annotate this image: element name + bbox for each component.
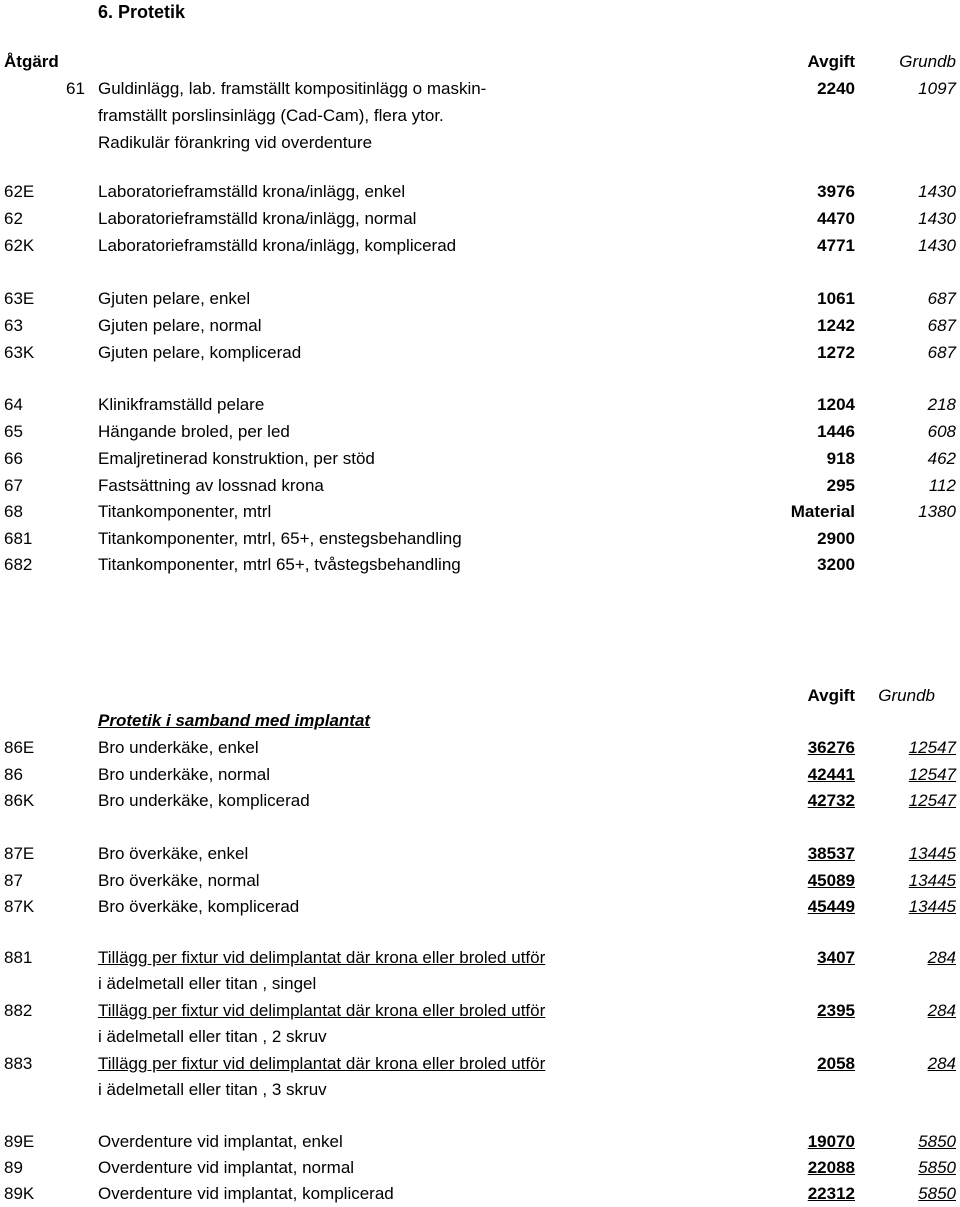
table-row-continuation	[0, 104, 960, 128]
row-description: Bro överkäke, komplicerad	[98, 897, 300, 916]
row-code: 68	[4, 502, 23, 521]
table-row	[0, 314, 960, 338]
row-code: 86K	[4, 791, 35, 810]
row-description: Radikulär förankring vid overdenture	[98, 133, 373, 152]
row-avgift: 3200	[817, 555, 855, 574]
table-row-continuation	[0, 972, 960, 996]
row-grundb: 462	[927, 449, 956, 468]
row-avgift: 3976	[817, 182, 855, 201]
row-description: Gjuten pelare, enkel	[98, 289, 251, 308]
implant-column-header-row	[0, 684, 960, 708]
row-code: 87E	[4, 844, 35, 863]
row-description: Titankomponenter, mtrl 65+, tvåstegsbehandling	[98, 555, 461, 574]
row-grundb: 1380	[918, 502, 956, 521]
header-avgift: Avgift	[807, 52, 855, 71]
implant-title-row	[0, 709, 960, 733]
row-avgift: 38537	[807, 844, 855, 863]
row-avgift: 1242	[817, 316, 855, 335]
row-avgift: 22312	[807, 1184, 855, 1203]
row-avgift: 19070	[807, 1132, 855, 1151]
section-title: 6. Protetik	[98, 2, 186, 22]
row-grundb: 1430	[918, 236, 956, 255]
table-row	[0, 447, 960, 471]
row-grundb: 13445	[908, 897, 956, 916]
row-description: Gjuten pelare, komplicerad	[98, 343, 302, 362]
row-code: 86	[4, 765, 23, 784]
row-code: 65	[4, 422, 23, 441]
table-row	[0, 1052, 960, 1076]
table-row	[0, 946, 960, 970]
row-description: Laboratorieframställd krona/inlägg, normal	[98, 209, 417, 228]
row-description: Hängande broled, per led	[98, 422, 290, 441]
row-description: Tillägg per fixtur vid delimplantat där krona eller broled utför	[98, 948, 546, 967]
table-row	[0, 869, 960, 893]
row-code: 89E	[4, 1132, 35, 1151]
row-code: 87K	[4, 897, 35, 916]
row-avgift: 918	[826, 449, 855, 468]
table-row	[0, 842, 960, 866]
row-code: 67	[4, 476, 23, 495]
row-code: 63	[4, 316, 23, 335]
row-grundb: 284	[927, 948, 956, 967]
implant-section-title: Protetik i samband med implantat	[98, 711, 371, 730]
row-description: Bro överkäke, normal	[98, 871, 260, 890]
table-row-continuation	[0, 131, 960, 155]
table-row	[0, 207, 960, 231]
table-row	[0, 393, 960, 417]
table-row	[0, 474, 960, 498]
row-grundb: 1430	[918, 182, 956, 201]
column-header-row	[0, 50, 960, 74]
table-row	[0, 527, 960, 551]
table-row	[0, 736, 960, 760]
row-avgift: 1272	[817, 343, 855, 362]
row-avgift: 1204	[817, 395, 855, 414]
row-code: 63E	[4, 289, 35, 308]
row-grundb: 12547	[908, 738, 956, 757]
row-code: 882	[4, 1001, 33, 1020]
table-row	[0, 180, 960, 204]
row-grundb: 687	[927, 316, 956, 335]
row-code: 89K	[4, 1184, 35, 1203]
row-description: i ädelmetall eller titan , singel	[98, 974, 317, 993]
table-row	[0, 234, 960, 258]
row-code: 61	[66, 79, 85, 98]
table-row	[0, 500, 960, 524]
row-grundb: 608	[927, 422, 956, 441]
row-grundb: 284	[927, 1054, 956, 1073]
row-avgift: 1061	[817, 289, 855, 308]
row-description: Overdenture vid implantat, komplicerad	[98, 1184, 394, 1203]
row-grundb: 13445	[908, 844, 956, 863]
row-description: Overdenture vid implantat, normal	[98, 1158, 355, 1177]
row-description: Bro underkäke, normal	[98, 765, 270, 784]
row-code: 62K	[4, 236, 35, 255]
row-description: i ädelmetall eller titan , 2 skruv	[98, 1027, 327, 1046]
row-description: Bro överkäke, enkel	[98, 844, 249, 863]
table-row-continuation	[0, 1078, 960, 1102]
header-atgard: Åtgärd	[4, 52, 59, 71]
table-row	[0, 763, 960, 787]
row-avgift: 45089	[807, 871, 855, 890]
row-code: 682	[4, 555, 33, 574]
row-code: 883	[4, 1054, 33, 1073]
row-avgift: 3407	[817, 948, 855, 967]
row-description: Titankomponenter, mtrl, 65+, enstegsbehandling	[98, 529, 462, 548]
table-row	[0, 1182, 960, 1206]
implant-header-avgift: Avgift	[807, 686, 855, 705]
row-description: Gjuten pelare, normal	[98, 316, 262, 335]
table-row	[0, 999, 960, 1023]
table-row	[0, 77, 960, 101]
row-description: Klinikframställd pelare	[98, 395, 265, 414]
row-grundb: 687	[927, 343, 956, 362]
implant-header-grundb: Grundb	[878, 686, 935, 705]
row-grundb: 1097	[918, 79, 956, 98]
header-grundb: Grundb	[899, 52, 956, 71]
row-description: framställt porslinsinlägg (Cad-Cam), flera ytor.	[98, 106, 444, 125]
table-row	[0, 341, 960, 365]
row-grundb: 5850	[918, 1184, 956, 1203]
row-description: Titankomponenter, mtrl	[98, 502, 272, 521]
row-avgift: 2058	[817, 1054, 855, 1073]
row-avgift: 295	[826, 476, 855, 495]
row-grundb: 112	[928, 476, 956, 495]
row-code: 62	[4, 209, 23, 228]
table-row	[0, 553, 960, 577]
row-description: Guldinlägg, lab. framställt kompositinlägg o maskin-	[98, 79, 487, 98]
row-description: Bro underkäke, komplicerad	[98, 791, 310, 810]
row-grundb: 687	[927, 289, 956, 308]
row-description: Bro underkäke, enkel	[98, 738, 259, 757]
row-avgift: 4470	[817, 209, 855, 228]
row-avgift: 1446	[817, 422, 855, 441]
row-code: 881	[4, 948, 33, 967]
row-code: 681	[4, 529, 33, 548]
row-code: 89	[4, 1158, 23, 1177]
row-description: Fastsättning av lossnad krona	[98, 476, 324, 495]
row-code: 86E	[4, 738, 35, 757]
row-code: 62E	[4, 182, 35, 201]
row-grundb: 218	[927, 395, 956, 414]
row-avgift: 2900	[817, 529, 855, 548]
row-avgift: 36276	[807, 738, 855, 757]
row-description: Laboratorieframställd krona/inlägg, komplicerad	[98, 236, 457, 255]
row-grundb: 13445	[908, 871, 956, 890]
row-code: 66	[4, 449, 23, 468]
row-avgift: 42732	[807, 791, 855, 810]
row-avgift: Material	[790, 502, 855, 521]
row-grundb: 5850	[918, 1132, 956, 1151]
table-row	[0, 287, 960, 311]
row-avgift: 4771	[817, 236, 855, 255]
table-row	[0, 420, 960, 444]
row-avgift: 2240	[817, 79, 855, 98]
row-avgift: 42441	[807, 765, 855, 784]
row-description: Emaljretinerad konstruktion, per stöd	[98, 449, 375, 468]
row-description: Laboratorieframställd krona/inlägg, enkel	[98, 182, 406, 201]
row-grundb: 1430	[918, 209, 956, 228]
row-avgift: 45449	[807, 897, 855, 916]
row-grundb: 12547	[908, 765, 956, 784]
table-row-continuation	[0, 1025, 960, 1049]
row-grundb: 284	[927, 1001, 956, 1020]
row-code: 64	[4, 395, 23, 414]
table-row	[0, 895, 960, 919]
row-grundb: 12547	[908, 791, 956, 810]
row-code: 63K	[4, 343, 35, 362]
row-grundb: 5850	[918, 1158, 956, 1177]
row-description: i ädelmetall eller titan , 3 skruv	[98, 1080, 327, 1099]
row-avgift: 22088	[807, 1158, 855, 1177]
row-avgift: 2395	[817, 1001, 855, 1020]
table-row	[0, 1130, 960, 1154]
row-description: Tillägg per fixtur vid delimplantat där krona eller broled utför	[98, 1054, 546, 1073]
section-title-row	[0, 0, 960, 24]
row-description: Tillägg per fixtur vid delimplantat där krona eller broled utför	[98, 1001, 546, 1020]
table-row	[0, 1156, 960, 1180]
row-description: Overdenture vid implantat, enkel	[98, 1132, 343, 1151]
row-code: 87	[4, 871, 23, 890]
table-row	[0, 789, 960, 813]
